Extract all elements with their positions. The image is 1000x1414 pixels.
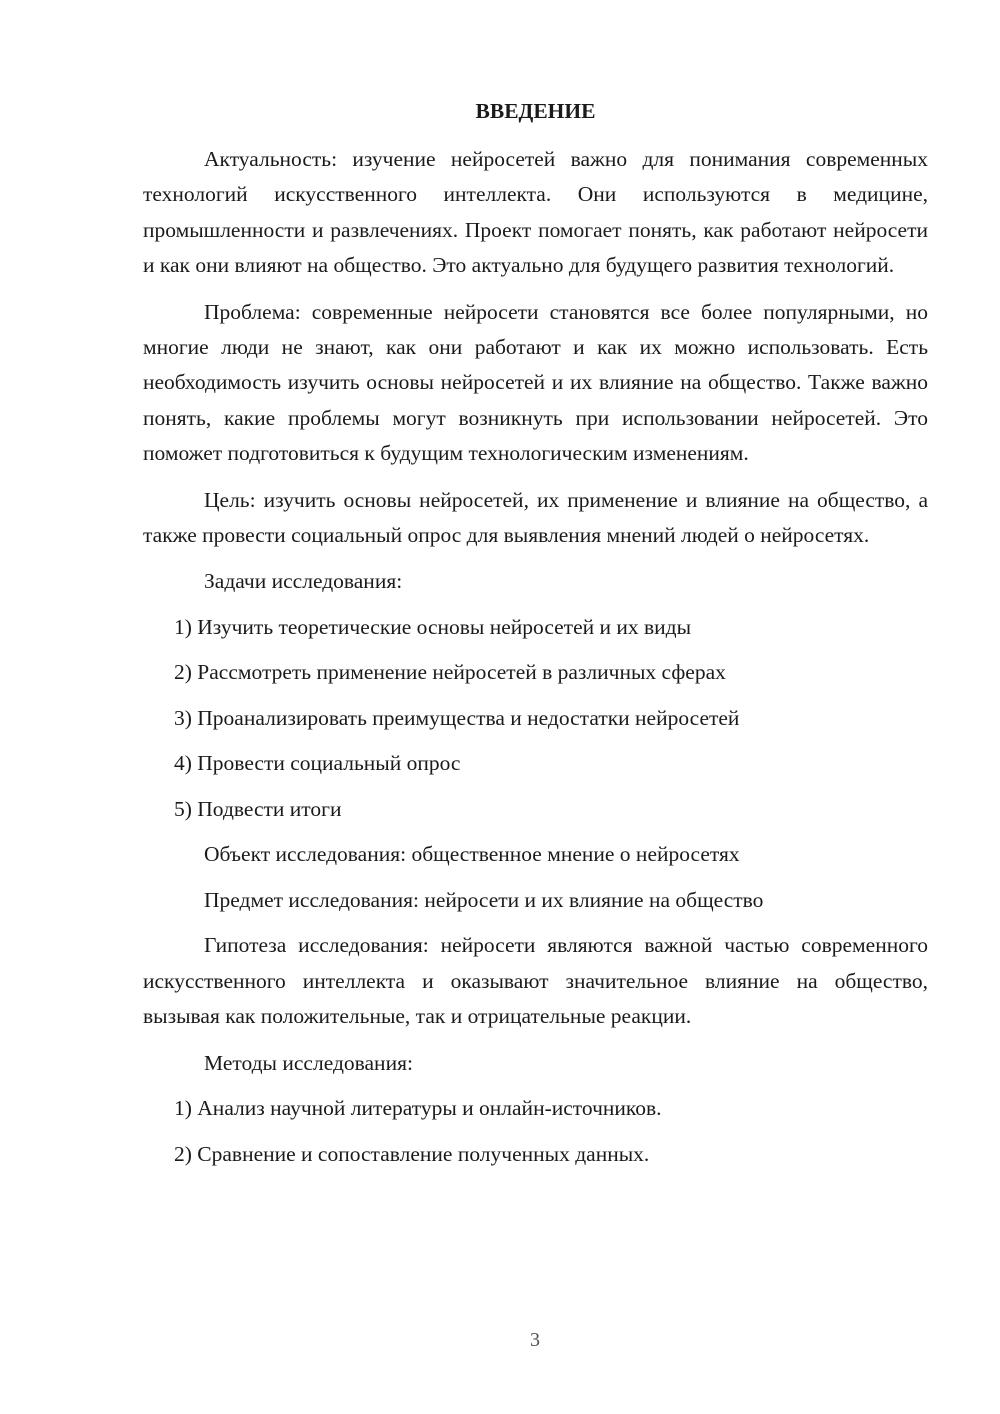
methods-heading: Методы исследования:	[204, 1050, 413, 1075]
tasks-heading: Задачи исследования:	[204, 569, 403, 594]
list-item-task-4: 4) Провести социальный опрос	[174, 751, 461, 776]
paragraph-problem: Проблема: современные нейросети становятся все более популярными, но многие люди не знают, как они работают и как их можно использовать. Есть необходимость изучить основы нейросетей и их влияние на общество. Также важно понять, какие проблемы могут возникнуть при использовании нейросетей. Это поможет подготовиться к будущим технологическим изменениям.	[143, 299, 928, 466]
list-item-task-1: 1) Изучить теоретические основы нейросетей и их виды	[174, 614, 692, 639]
page-content	[143, 94, 928, 1182]
section-title: ВВЕДЕНИЕ	[475, 99, 596, 123]
research-subject: Предмет исследования: нейросети и их влияние на общество	[204, 887, 764, 912]
page-number: 3	[530, 1329, 540, 1351]
list-item-method-1: 1) Анализ научной литературы и онлайн-источников.	[174, 1096, 662, 1121]
list-item-task-3: 3) Проанализировать преимущества и недостатки нейросетей	[174, 705, 740, 730]
list-item-task-5: 5) Подвести итоги	[174, 796, 342, 821]
paragraph-goal: Цель: изучить основы нейросетей, их применение и влияние на общество, а также провести социальный опрос для выявления мнений людей о нейросетях.	[143, 487, 928, 548]
methods-list	[143, 1091, 928, 1171]
paragraph-hypothesis: Гипотеза исследования: нейросети являются важной частью современного искусственного интеллекта и оказывают значительное влияние на общество, вызывая как положительные, так и отрицательные реакции.	[143, 933, 928, 1029]
list-item-task-2: 2) Рассмотреть применение нейросетей в различных сферах	[174, 660, 726, 685]
list-item-method-2: 2) Сравнение и сопоставление полученных данных.	[174, 1141, 650, 1166]
tasks-list	[143, 610, 928, 826]
research-object: Объект исследования: общественное мнение о нейросетях	[204, 842, 740, 867]
paragraph-relevance: Актуальность: изучение нейросетей важно для понимания современных технологий искусственного интеллекта. Они используются в медицине, промышленности и развлечениях. Проект помогает понять, как работают нейросети и как они влияют на общество. Это актуально для будущего развития технологий.	[143, 147, 928, 278]
